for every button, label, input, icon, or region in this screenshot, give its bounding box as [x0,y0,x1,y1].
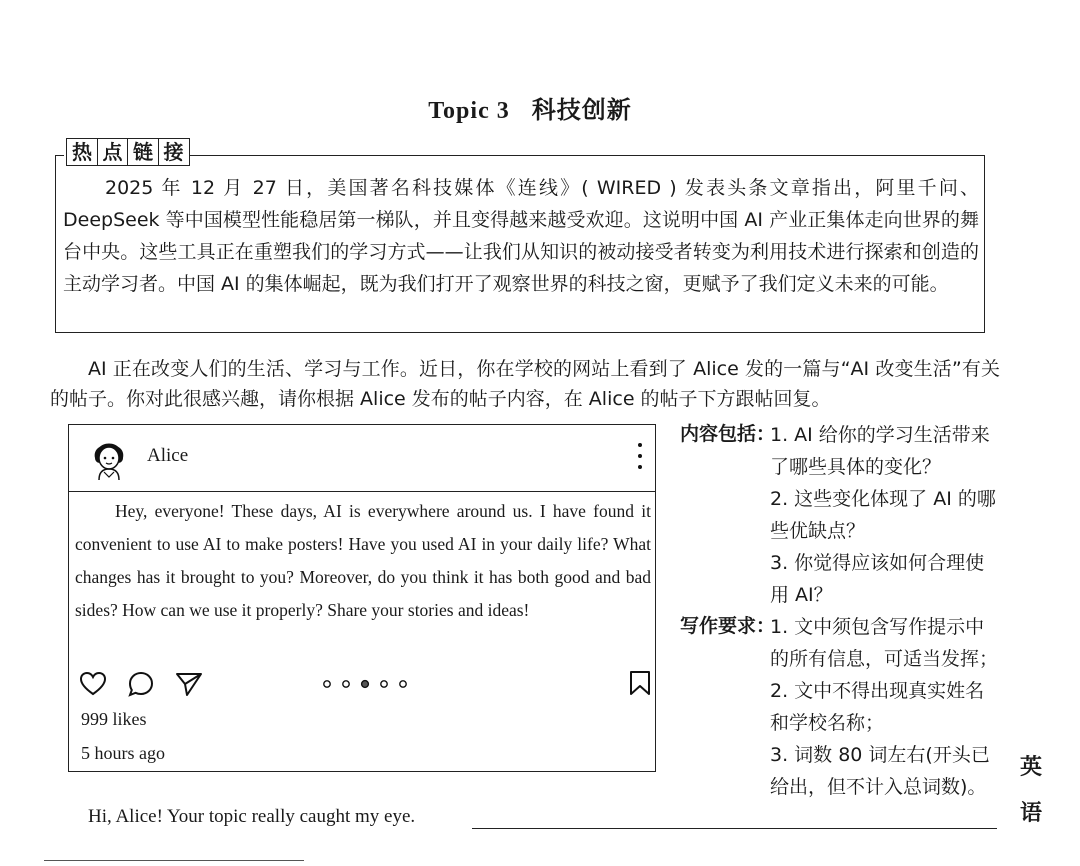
writing-requirements-list [770,611,1002,803]
page-title [0,90,1060,125]
list-item: 2. 这些变化体现了 AI 的哪些优缺点？ [770,488,996,542]
subject-label-char: 语 [1020,801,1043,826]
post-likes[interactable]: 999 likes [81,709,147,729]
subject-label-char: 英 [1020,755,1043,780]
social-post-card [68,424,656,772]
comment-icon[interactable] [127,670,155,698]
post-body: Hey, everyone! These days, AI is everywhere around us. I have found it convenient to use AI to make posters! Have you used AI in your daily life? What changes has it brought to you? Moreover, do you think it has both good and bad sides? How can we use it properly? Share your stories and ideas! [75,501,651,620]
writing-requirements-label: 写作要求： [680,615,776,637]
post-actions [79,670,649,700]
list-item: 3. 词数 80 词左右(开头已给出，但不计入总词数)。 [770,744,990,798]
list-item: 2. 文中不得出现真实姓名和学校名称； [770,680,985,734]
answer-line[interactable] [472,828,997,829]
hot-links-tag-char: 点 [97,138,129,166]
avatar [89,432,129,482]
hot-links-tag-char: 链 [127,138,159,166]
post-username[interactable]: Alice [147,445,189,466]
list-item: 1. AI 给你的学习生活带来了哪些具体的变化？ [770,424,990,478]
answer-start: Hi, Alice! Your topic really caught my eye. [88,806,416,827]
bookmark-icon[interactable] [629,670,651,696]
post-header [69,425,655,492]
bottom-rule [44,860,304,861]
heart-icon[interactable] [79,670,107,698]
post-time: 5 hours ago [81,743,165,763]
content-requirements-list [770,419,1002,611]
list-item: 3. 你觉得应该如何合理使用 AI？ [770,552,985,606]
topic-name: 科技创新 [531,95,632,124]
more-options-icon[interactable] [635,441,645,471]
hot-links-tag-char: 热 [66,138,98,166]
send-icon[interactable] [175,670,203,698]
hot-links-text: 2025 年 12 月 27 日，美国著名科技媒体《连线》( WIRED ) 发表头条文章指出，阿里千问、DeepSeek 等中国模型性能稳居第一梯队，并且变得越来越受欢迎。这说明中国 AI 产业正集体走向世界的舞台中央。这些工具正在重塑我们的学习方式——让我们从知识的被动接受者转变为利用技术进行探索和创造的主动学习者。中国 AI 的集体崛起，既为我们打开了观察世界的科技之窗，更赋予了我们定义未来的可能。 [63,177,979,295]
content-requirements-label: 内容包括： [680,423,776,445]
task-intro: AI 正在改变人们的生活、学习与工作。近日，你在学校的网站上看到了 Alice 发的一篇与“AI 改变生活”有关的帖子。你对此很感兴趣，请你根据 Alice 发布的帖子内容，在 Alice 的帖子下方跟帖回复。 [50,358,1000,410]
list-item: 1. 文中须包含写作提示中的所有信息，可适当发挥； [770,616,999,670]
hot-links-tag-char: 接 [158,138,190,166]
hot-links-tag [64,138,190,166]
topic-number: Topic 3 [428,98,510,124]
carousel-dots[interactable] [321,678,411,690]
